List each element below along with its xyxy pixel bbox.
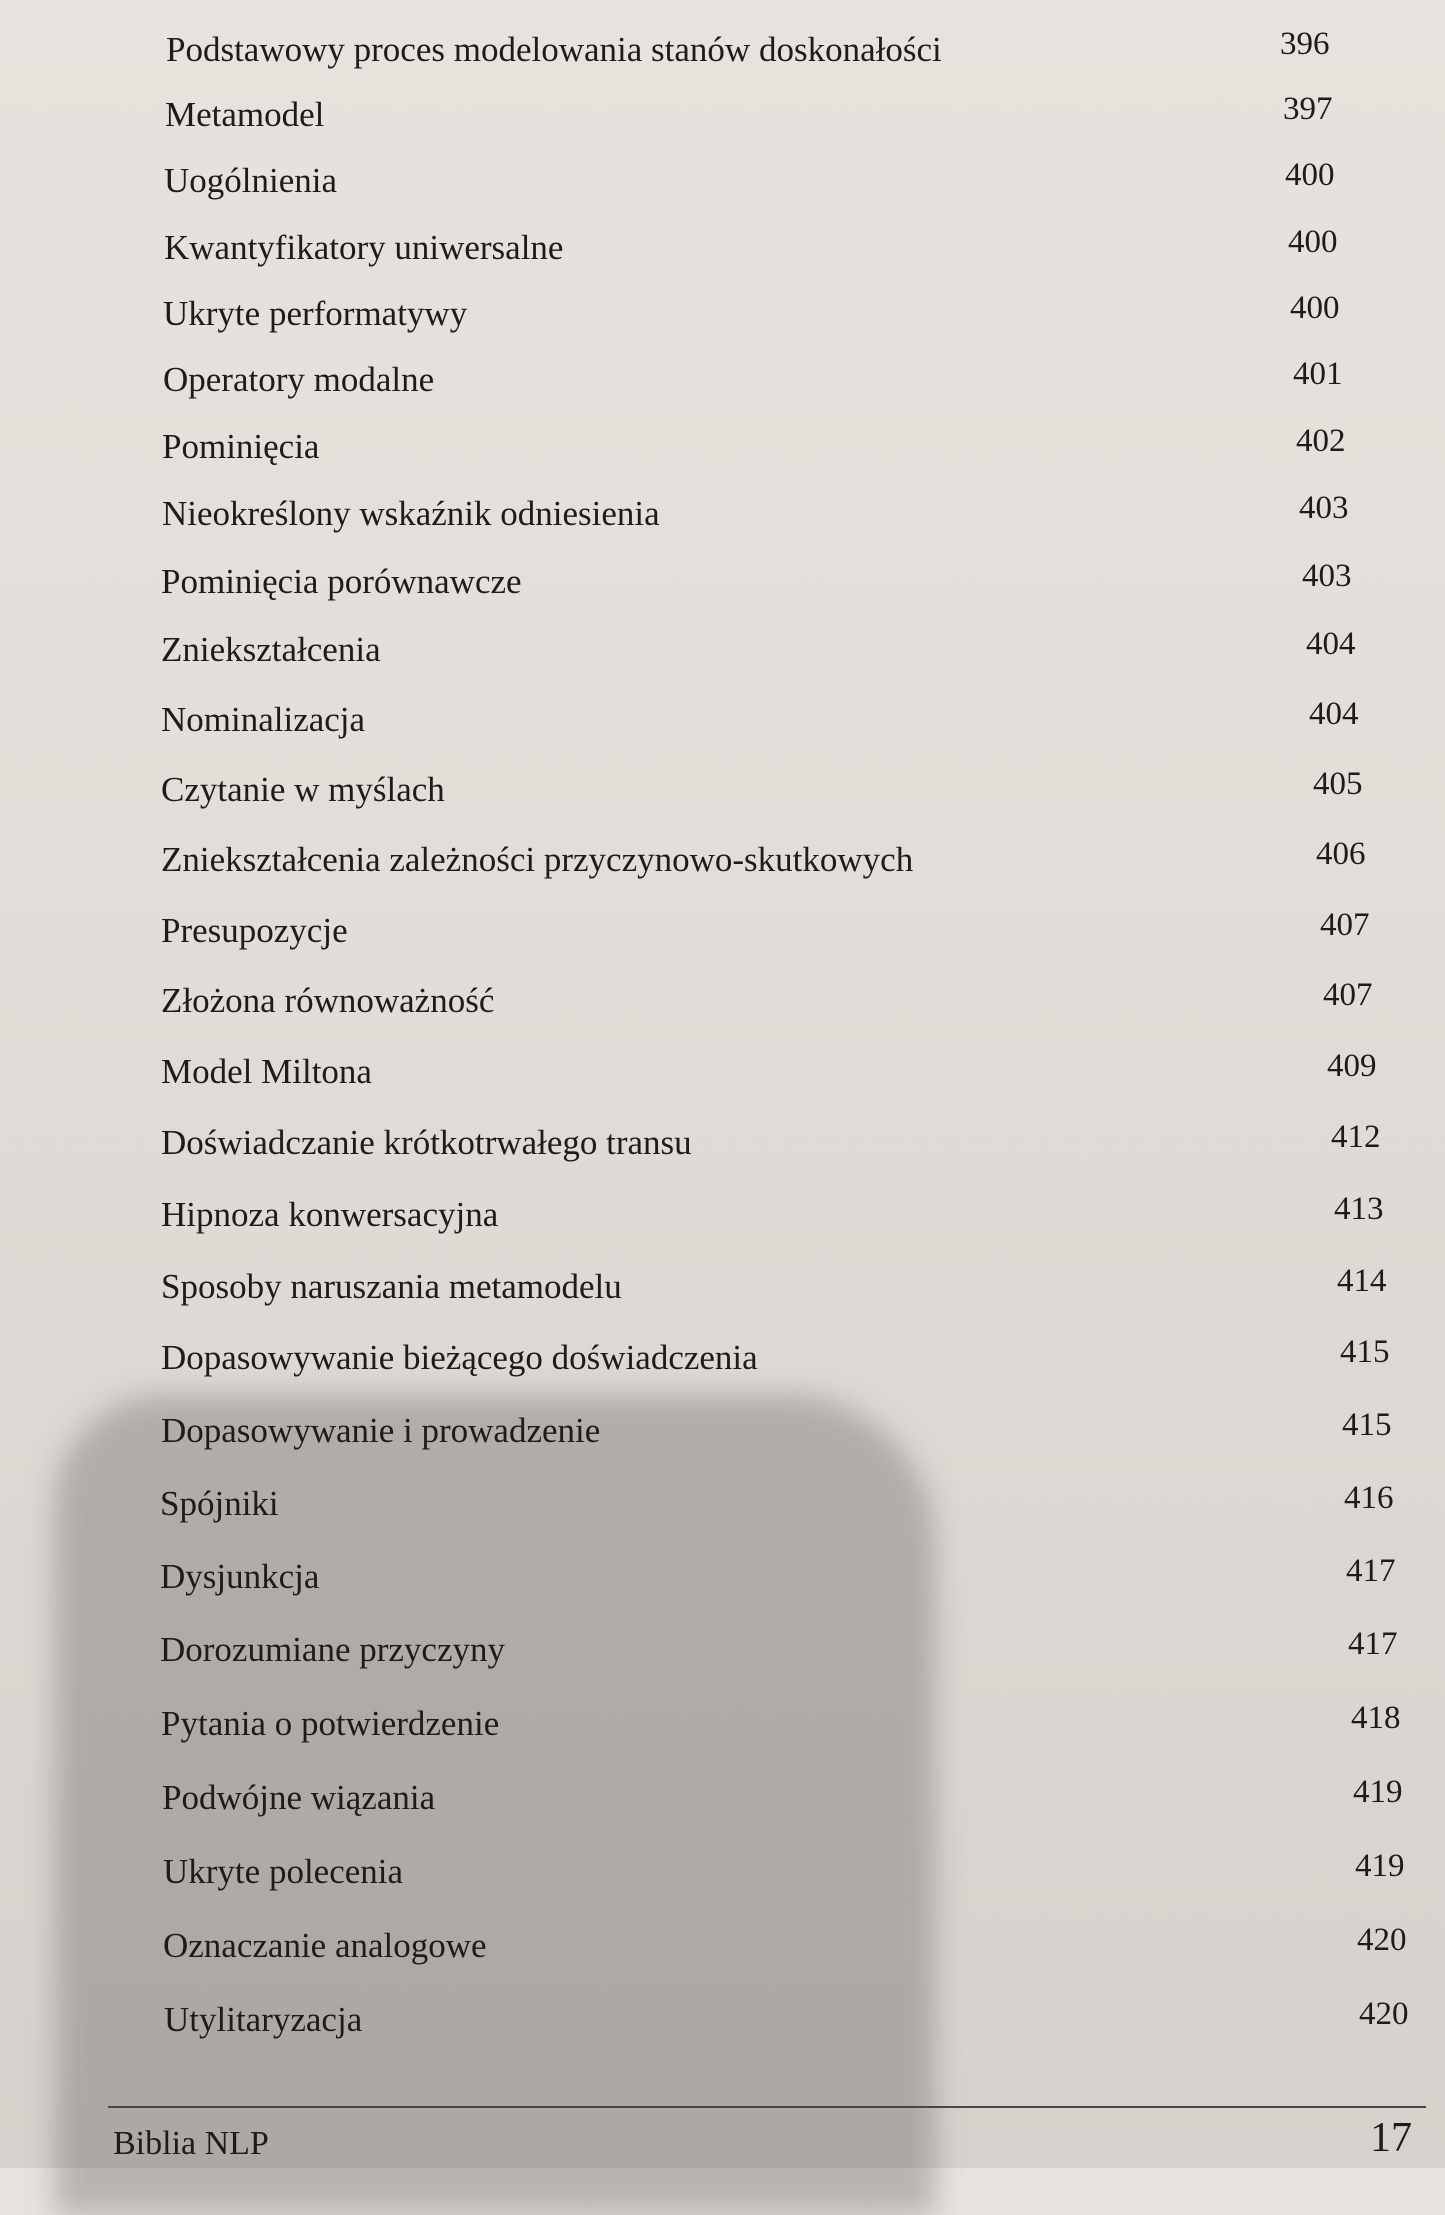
toc-entry-page: 400 bbox=[1290, 290, 1340, 326]
toc-entry-page: 407 bbox=[1320, 907, 1370, 943]
toc-entry[interactable] bbox=[0, 1700, 1445, 1756]
toc-entry-page: 412 bbox=[1331, 1119, 1381, 1155]
toc-entry-title: Presupozycje bbox=[161, 911, 348, 950]
toc-entry-title: Oznaczanie analogowe bbox=[163, 1926, 487, 1965]
toc-entry[interactable] bbox=[0, 1480, 1445, 1536]
toc-entry-page: 419 bbox=[1353, 1774, 1403, 1810]
toc-entry-page: 397 bbox=[1283, 91, 1333, 127]
toc-entry[interactable] bbox=[0, 1407, 1445, 1463]
toc-entry-title: Dorozumiane przyczyny bbox=[160, 1630, 505, 1669]
toc-entry[interactable] bbox=[0, 91, 1445, 147]
toc-entry-title: Hipnoza konwersacyjna bbox=[161, 1195, 499, 1234]
toc-entry-page: 420 bbox=[1359, 1996, 1409, 2032]
footer-rule bbox=[108, 2106, 1426, 2108]
toc-entry-page: 400 bbox=[1288, 224, 1338, 260]
toc-entry[interactable] bbox=[0, 1774, 1445, 1830]
toc-entry-title: Zniekształcenia bbox=[161, 630, 381, 669]
toc-entry-page: 401 bbox=[1293, 356, 1343, 392]
toc-entry[interactable] bbox=[0, 696, 1445, 752]
toc-entry[interactable] bbox=[0, 490, 1445, 546]
toc-entry[interactable] bbox=[0, 1996, 1445, 2052]
toc-entry[interactable] bbox=[0, 626, 1445, 682]
toc-entry[interactable] bbox=[0, 836, 1445, 892]
toc-entry-title: Nominalizacja bbox=[161, 700, 366, 739]
toc-entry-title: Doświadczanie krótkotrwałego transu bbox=[161, 1123, 692, 1162]
toc-entry[interactable] bbox=[0, 423, 1445, 479]
toc-entry-page: 403 bbox=[1302, 558, 1352, 594]
toc-entry[interactable] bbox=[0, 290, 1445, 346]
toc-entry-title: Uogólnienia bbox=[164, 161, 338, 200]
toc-entry-page: 409 bbox=[1327, 1048, 1377, 1084]
toc-entry-page: 417 bbox=[1346, 1553, 1396, 1589]
toc-entry-title: Pominięcia bbox=[162, 427, 320, 466]
toc-entry[interactable] bbox=[0, 1191, 1445, 1247]
toc-entry-title: Podstawowy proces modelowania stanów doskonałości bbox=[166, 30, 942, 69]
toc-entry-title: Podwójne wiązania bbox=[162, 1778, 436, 1817]
toc-entry-title: Dopasowywanie bieżącego doświadczenia bbox=[161, 1338, 758, 1377]
toc-entry-title: Sposoby naruszania metamodelu bbox=[161, 1267, 622, 1306]
toc-entry[interactable] bbox=[0, 224, 1445, 280]
toc-entry-page: 407 bbox=[1323, 977, 1373, 1013]
toc-entry[interactable] bbox=[0, 1922, 1445, 1978]
toc-entry-page: 420 bbox=[1357, 1922, 1407, 1958]
toc-entry-page: 404 bbox=[1306, 626, 1356, 662]
toc-entry-title: Dopasowywanie i prowadzenie bbox=[161, 1411, 601, 1450]
toc-entry-page: 413 bbox=[1334, 1191, 1384, 1227]
footer-book-title: Biblia NLP bbox=[113, 2125, 269, 2162]
toc-entry-page: 414 bbox=[1337, 1263, 1387, 1299]
toc-entry-page: 404 bbox=[1309, 696, 1359, 732]
toc-entry[interactable] bbox=[0, 1848, 1445, 1904]
toc-entry[interactable] bbox=[0, 1334, 1445, 1390]
toc-entry-title: Kwantyfikatory uniwersalne bbox=[164, 228, 564, 267]
toc-entry-title: Złożona równoważność bbox=[161, 981, 495, 1020]
toc-entry[interactable] bbox=[0, 157, 1445, 213]
toc-entry-title: Model Miltona bbox=[161, 1052, 372, 1091]
toc-entry[interactable] bbox=[0, 1553, 1445, 1609]
toc-entry-title: Operatory modalne bbox=[163, 360, 435, 399]
toc-entry-page: 415 bbox=[1342, 1407, 1392, 1443]
toc-entry-page: 417 bbox=[1348, 1626, 1398, 1662]
toc-entry-page: 403 bbox=[1299, 490, 1349, 526]
toc-entry-title: Utylitaryzacja bbox=[164, 2000, 363, 2039]
toc-entry-page: 415 bbox=[1340, 1334, 1390, 1370]
toc-entry[interactable] bbox=[0, 766, 1445, 822]
footer-page-number: 17 bbox=[1370, 2115, 1412, 2161]
toc-entry-title: Metamodel bbox=[165, 95, 325, 134]
toc-entry-page: 400 bbox=[1285, 157, 1335, 193]
toc-entry[interactable] bbox=[0, 907, 1445, 963]
toc-entry[interactable] bbox=[0, 356, 1445, 412]
toc-entry[interactable] bbox=[0, 1263, 1445, 1319]
toc-entry-title: Pytania o potwierdzenie bbox=[161, 1704, 500, 1743]
toc-entry[interactable] bbox=[0, 977, 1445, 1033]
toc-entry-title: Dysjunkcja bbox=[160, 1557, 320, 1596]
toc-entry[interactable] bbox=[0, 1119, 1445, 1175]
toc-entry-title: Czytanie w myślach bbox=[161, 770, 445, 809]
toc-entry-title: Ukryte polecenia bbox=[163, 1852, 404, 1891]
toc-entry-title: Nieokreślony wskaźnik odniesienia bbox=[162, 494, 660, 533]
toc-entry-title: Spójniki bbox=[160, 1484, 279, 1523]
toc-entry-title: Ukryte performatywy bbox=[163, 294, 468, 333]
toc-entry[interactable] bbox=[0, 1048, 1445, 1104]
toc-entry-page: 396 bbox=[1280, 26, 1330, 62]
toc-entry-page: 406 bbox=[1316, 836, 1366, 872]
toc-entry-title: Zniekształcenia zależności przyczynowo-skutkowych bbox=[161, 840, 914, 879]
toc-entry-page: 405 bbox=[1313, 766, 1363, 802]
toc-entry-page: 402 bbox=[1296, 423, 1346, 459]
toc-entry-page: 419 bbox=[1355, 1848, 1405, 1884]
toc-entry[interactable] bbox=[0, 1626, 1445, 1682]
toc-entry[interactable] bbox=[0, 26, 1445, 82]
toc-entry-page: 418 bbox=[1351, 1700, 1401, 1736]
toc-entry-title: Pominięcia porównawcze bbox=[161, 562, 522, 601]
toc-entry-page: 416 bbox=[1344, 1480, 1394, 1516]
toc-entry[interactable] bbox=[0, 558, 1445, 614]
